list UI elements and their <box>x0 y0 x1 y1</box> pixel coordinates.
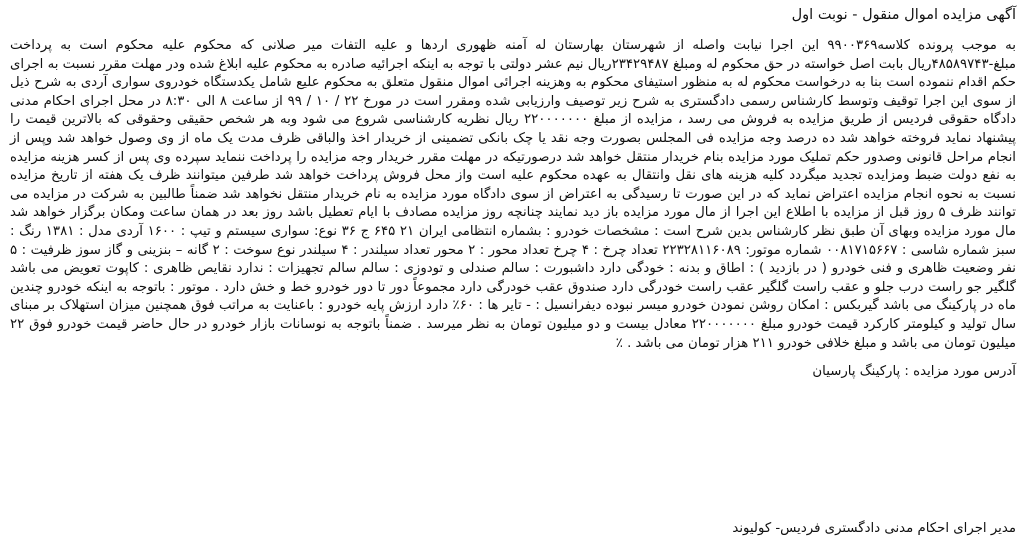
auction-address: آدرس مورد مزایده : پارکینگ پارسیان <box>812 364 1016 380</box>
signature-line: مدیر اجرای احکام مدنی دادگستری فردیس- کولیوند <box>732 521 1016 536</box>
notice-title: آگهی مزایده اموال منقول - نوبت اول <box>791 7 1016 23</box>
notice-body-text: به موجب پرونده کلاسه۹۹۰۰۳۶۹ این اجرا نیابت واصله از شهرستان بهارستان له آمنه ظهوری اردها و علیه التفات میر صلانی که محکوم علیه محکوم است به پرداخت مبلغ-۴۸۵۸۹۷۴۳ریال بابت اصل خواسته در حق محکوم له ومبلغ ۲۳۴۲۹۴۸۷ریال نیم عشر دولتی با توجه به اینکه اجرائیه صادره به محکوم علیه ابلاغ شده ودر مهلت مقرر نسبت به اجرای حکم اقدام ننموده است بنا به درخواست محکوم له به منظور استیفای محکوم به وهزینه اجرائی اموال منقول متعلق به محکوم علیع شامل یکدستگاه خودروی سواری آردی به شرح ذیل از سوی این اجرا توقیف وتوسط کارشناس رسمی دادگستری به شرح زیر توصیف وارزیابی شده ومقرر است در مورخ ۲۲ / ۱۰ / ۹۹ از ساعت ۸ الی ۸:۳۰ در محل اجرای احکام مدنی دادگاه حقوقی فردیس از طریق مزایده به فروش می رسد ، مزایده از مبلغ ۲۲۰۰۰۰۰۰۰ ریال نظریه کارشناسی شروع می شود وبه هر شخص حقیقی وحقوقی که بالاترین قیمت را پیشنهاد نماید فروخته خواهد شد ده درصد وجه مزایده فی المجلس بصورت وجه نقد یا چک بانکی تضمینی از خریدار اخذ والباقی ظرف مدت یک ماه از وی وصول خواهد شد وپس از انجام مراحل قانونی وصدور حکم تملیک مورد مزایده بنام خریدار منتقل خواهد شد درصورتیکه در مهلت مقرر خریدار وجه مزایده را پرداخت ننماید سپرده وی پس از کسر هزینه مزایده به نفع دولت ضبط ومزایده تجدید میگردد کلیه هزینه های نقل وانتقال به عهده محکوم علیه است واز محل فروش پرداخت خواهد شد طرفین میتوانند ظرف یک هفته از تاریخ مزایده نسبت به نحوه انجام مزایده اعتراض نماید که در این صورت تا رسیدگی به اعتراض از سوی دادگاه مورد مزایده به نام خریدار منتقل نخواهد شد ضمناً طالبین به شرکت در مزایده می توانند ظرف ۵ روز قبل از مزایده با اطلاع این اجرا از مال مورد مزایده باز دید نمایند چنانچه روز مزایده مصادف با ایام تعطیل باشد روز بعد در همان ساعت ومکان برگزار خواهد شد مال مورد مزایده وبهای آن طبق نظر کارشناس بدین شرح است : مشخصات خودرو : بشماره انتظامی ایران ۲۱ ۶۴۵ ج ۳۶ نوع: سواری سیستم و تیپ : ۱۶۰۰ آردی مدل : ۱۳۸۱ رنگ : سبز شماره شاسی : ۰۰۸۱۷۱۵۶۶۷ شماره موتور: ۲۲۳۲۸۱۱۶۰۸۹ تعداد چرخ : ۴ چرخ تعداد محور : ۲ محور تعداد سیلندر : ۴ سیلندر نوع سوخت : ۲ گانه – بنزینی و گاز سوز ظرفیت : ۵ نفر وضعیت ظاهری و فنی خودرو ( در بازدید ) : اطاق و بدنه : خودگی دارد داشبورت : سالم صندلی و تودوزی : سالم سالم تجهیزات : ندارد نقایص ظاهری : کاپوت تعویض می باشد گلگیر جو راست درب جلو و عقب راست گلگیر عقب راست خودرگی دارد صندوق عقب خودرگی دارد مجموعاً دور تا دور خودرو خط و خش دارد . موتور : باتوجه به اینکه خودرو چندین ماه در پارکینگ می باشد گیربکس : امکان روشن نمودن خودرو میسر نبوده دیفرانسیل : - تایر ها : ۶۰٪ دارد ارزش پایه خودرو : باعنایت به مراتب فوق همچنین میزان استهلاک بر مبنای سال تولید و کیلومتر کارکرد قیمت خودرو مبلغ ۲۲۰۰۰۰۰۰۰ معادل بیست و دو میلیون تومان به نظر میرسد . ضمناً باتوجه به نوسانات بازار خودرو در حال حاضر قیمت خودرو فوق ۲۲ میلیون تومان می باشد و مبلغ خلافی خودرو ۲۱۱ هزار تومان می باشد . ٪ <box>10 38 1017 351</box>
